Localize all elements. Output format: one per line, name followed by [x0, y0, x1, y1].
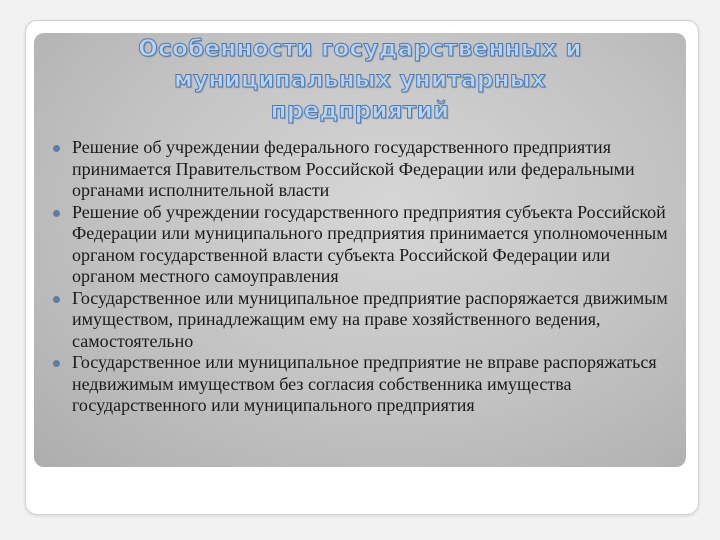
bullet-text: Государственное или муниципальное предприятие распоряжается движимым имуществом, принадлежащим ему на праве хозяйственного ведения, самостоятельно — [72, 287, 668, 351]
bullet-text: Решение об учреждении федерального государственного предприятия принимается Правительством Российской Федерации или федеральными органами исполнительной власти — [72, 137, 635, 200]
bullet-item — [50, 202, 670, 288]
bullet-list — [50, 137, 670, 417]
bullet-dot-icon — [53, 360, 60, 367]
bullet-item — [50, 137, 670, 202]
slide-title — [34, 34, 686, 127]
bullet-text: Решение об учреждении государственного предприятия субъекта Российской Федерации или муниципального предприятия принимается уполномоченным органом государственной власти субъекта Российской Федерации или органом местного самоуправления — [72, 201, 668, 286]
bullet-item — [50, 352, 670, 417]
bullet-dot-icon — [53, 210, 60, 217]
slide-title-line: муниципальных унитарных — [173, 67, 547, 93]
bullet-dot-icon — [53, 145, 60, 152]
bullet-item — [50, 288, 670, 353]
bullet-dot-icon — [53, 296, 60, 303]
slide-title-line: Особенности государственных и — [138, 36, 582, 62]
bullet-text: Государственное или муниципальное предприятие не вправе распоряжаться недвижимым имуществом без согласия собственника имущества государственного или муниципального предприятия — [72, 352, 657, 415]
slide-title-line: предприятий — [270, 98, 450, 124]
